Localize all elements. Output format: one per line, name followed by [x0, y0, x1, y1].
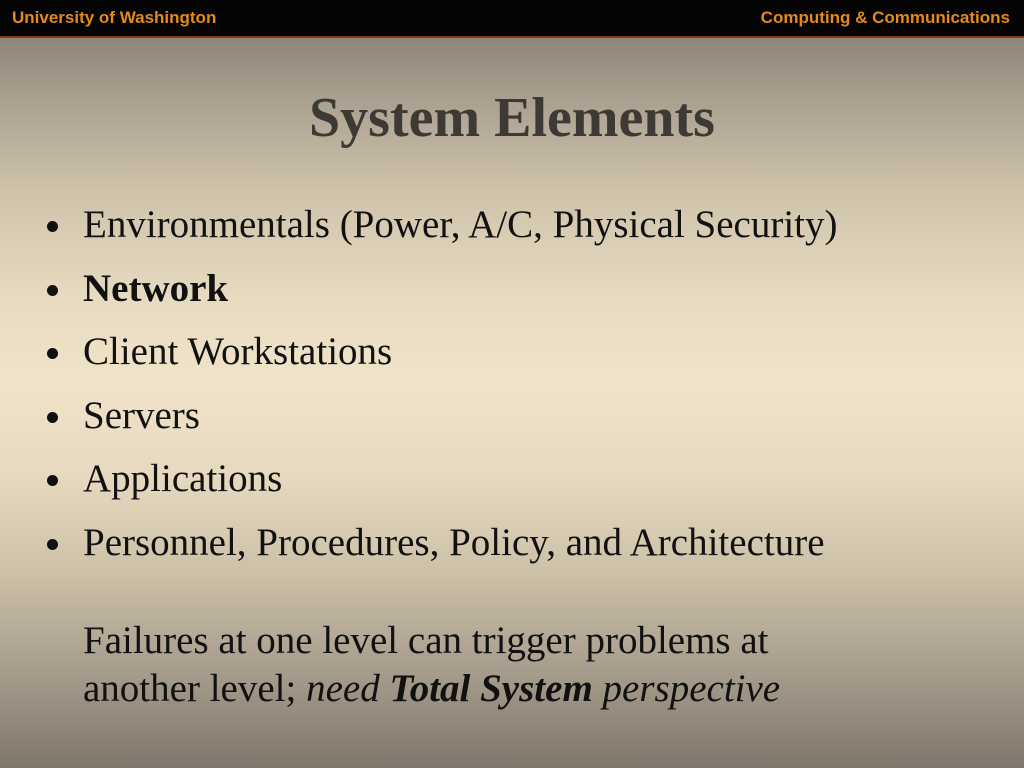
slide-title: System Elements — [309, 87, 715, 149]
bullet-item — [40, 516, 838, 580]
header-right-label: Computing & Communications — [760, 8, 1010, 27]
bullet-text: Network — [83, 266, 229, 310]
bullet-item — [40, 198, 838, 262]
bullet-text: Applications — [83, 457, 283, 500]
note-line-2-plain: another level; — [83, 667, 307, 710]
bullet-text: Personnel, Procedures, Policy, and Architecture — [83, 520, 825, 564]
bullet-dot-icon — [47, 412, 58, 423]
bullet-text: Environmentals (Power, A/C, Physical Security) — [83, 203, 838, 246]
header-bar — [0, 0, 1024, 38]
bullet-dot-icon — [47, 221, 58, 232]
note-line-1: Failures at one level can trigger problems at — [83, 619, 769, 662]
bullet-list — [40, 198, 838, 579]
bullet-dot-icon — [47, 539, 58, 550]
note-line-2-bold-italic: Total System — [389, 667, 593, 710]
summary-note — [83, 617, 983, 713]
bullet-item — [40, 452, 838, 516]
bullet-item — [40, 262, 838, 326]
header-left-label: University of Washington — [12, 8, 217, 27]
bullet-text: Client Workstations — [83, 330, 393, 373]
note-line-2-italic: need — [306, 667, 380, 710]
bullet-text: Servers — [83, 393, 200, 437]
bullet-dot-icon — [47, 285, 58, 296]
bullet-dot-icon — [47, 475, 58, 486]
note-line-2-end-italic: perspective — [602, 667, 781, 710]
bullet-item — [40, 389, 838, 453]
bullet-item — [40, 325, 838, 389]
bullet-dot-icon — [47, 348, 58, 359]
